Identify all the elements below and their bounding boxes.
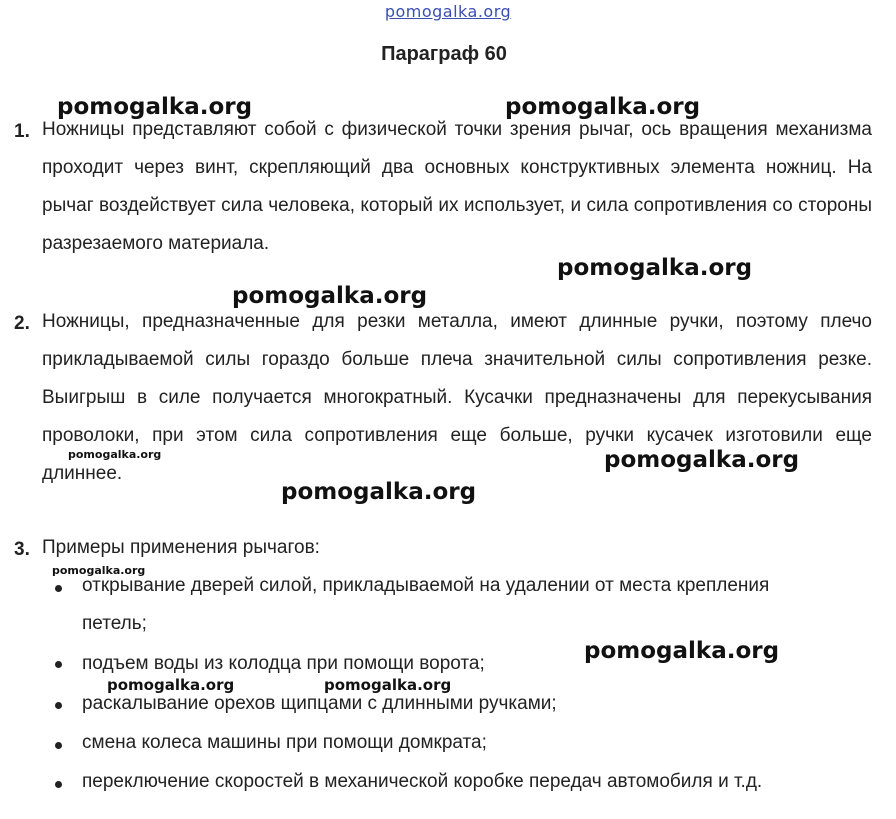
page-title: Параграф 60 — [381, 43, 507, 65]
watermark: pomogalka.org — [505, 94, 701, 120]
watermark: pomogalka.org — [68, 448, 162, 461]
list-item: подъем воды из колодца при помощи ворота; — [82, 653, 485, 674]
watermark: pomogalka.org — [52, 564, 146, 577]
watermark: pomogalka.org — [584, 638, 780, 664]
list-item: открывание дверей силой, прикладываемой на удалении от места крепления петель; — [82, 575, 770, 634]
watermark: pomogalka.org — [324, 676, 452, 694]
watermark: pomogalka.org — [557, 255, 753, 281]
bullet-dot — [55, 742, 62, 749]
item-text-3: Примеры применения рычагов: — [42, 537, 320, 558]
watermark: pomogalka.org — [57, 94, 253, 120]
item-text-1: Ножницы представляют собой с физической точки зрения рычаг, ось вращения механизма проходит через винт, скрепляющий два основных конструктивных элемента ножниц. На рычаг воздействует сила человека, который их использует, и сила сопротивления со стороны разрезаемого материала. — [42, 119, 872, 254]
item-number-1: 1. — [14, 121, 30, 142]
item-text-2: Ножницы, предназначенные для резки металла, имеют длинные ручки, поэтому плечо прикладываемой силы гораздо больше плеча значительной силы сопротивления резке. Выигрыш в силе получается многократный. Кусачки предназначены для перекусывания проволоки, при этом сила сопротивления еще больше, ручки кусачек изготовили еще длиннее. — [42, 311, 872, 484]
site-watermark-top: pomogalka.org — [384, 2, 512, 21]
bullet-dot — [55, 585, 62, 592]
list-item: смена колеса машины при помощи домкрата; — [82, 732, 487, 753]
list-item: переключение скоростей в механической коробке передач автомобиля и т.д. — [82, 771, 763, 792]
item-number-3: 3. — [14, 539, 30, 560]
bullet-dot — [55, 702, 62, 709]
item-number-2: 2. — [14, 313, 30, 334]
watermark: pomogalka.org — [232, 283, 428, 309]
watermark: pomogalka.org — [107, 676, 235, 694]
bullet-dot — [55, 781, 62, 788]
list-item: раскалывание орехов щипцами с длинными ручками; — [82, 693, 557, 714]
watermark: pomogalka.org — [604, 447, 800, 473]
watermark: pomogalka.org — [281, 479, 477, 505]
bullet-dot — [55, 661, 62, 668]
